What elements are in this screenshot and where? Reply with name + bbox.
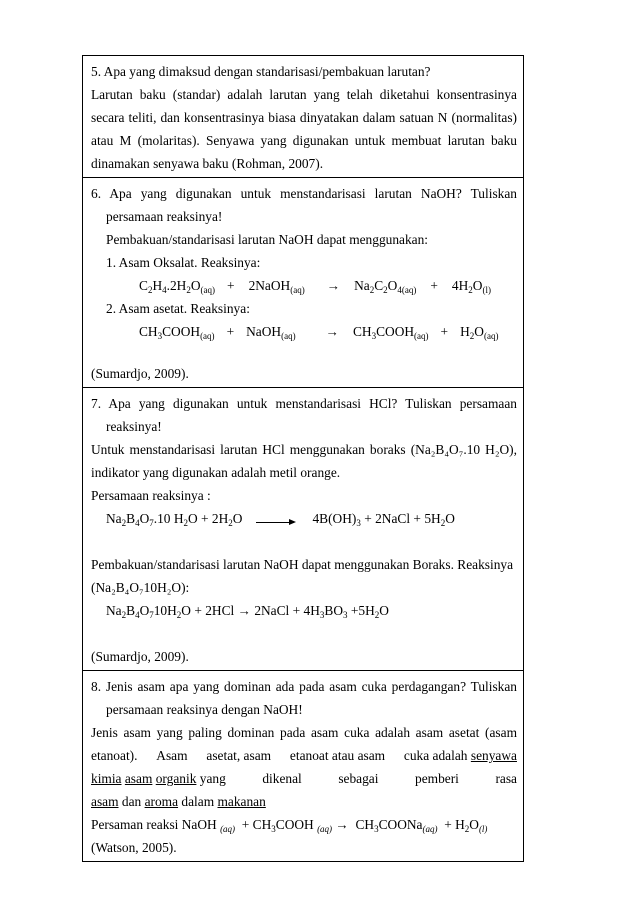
q8-word: etanoat atau asam [289, 748, 386, 763]
q8-word: pemberi [415, 771, 459, 786]
link-asam-2[interactable]: asam [91, 794, 119, 809]
q8-word: dalam [181, 794, 215, 809]
q8-answer-line-3 [91, 767, 517, 790]
q8-citation: (Watson, 2005). [91, 840, 177, 855]
link-senyawa[interactable]: senyawa [470, 748, 517, 763]
q7-paragraph-2: Pembakuan/standarisasi larutan NaOH dapat menggunakan Boraks. Reaksinya [91, 557, 514, 572]
q5-question: 5. Apa yang dimaksud dengan standarisasi/pembakuan larutan? [91, 64, 431, 79]
q8-cell [82, 671, 524, 862]
q8-word: asetat, asam [206, 748, 272, 763]
link-asam[interactable]: asam [124, 771, 153, 786]
q7-answer: Untuk menstandarisasi larutan HCl menggunakan boraks (Na₂B₄O₇.10 H₂O), indikator yang digunakan adalah metil orange. [91, 442, 517, 480]
q6-citation: (Sumardjo, 2009). [91, 366, 189, 381]
qa-table [82, 55, 524, 862]
link-organik[interactable]: organik [155, 771, 197, 786]
q7-equation-1: $Na_2B_4O_7.10$ $H_2O + 2H_2O$ $4B(OH)_3$ + 2NaCl + $5H_2O$ [106, 511, 455, 528]
q8-equation: Persaman reaksi NaOH $_{(aq)} + CH_3COOH$ $_{(aq)} \to CH_3COONa_{(aq)} + H_2O_{(l)}$ [91, 813, 517, 836]
q6-equation-1: $C_2H_4.2H_2O_{(aq)}$ + 2NaOH$_{(aq)}$ → $Na_2C_2O_{4(aq)}$ + $4H_2O_{(l)}$ [139, 278, 491, 295]
q8-question: 8. Jenis asam apa yang dominan ada pada asam cuka perdagangan? Tuliskan persamaan reaksinya dengan NaOH! [91, 679, 517, 717]
long-arrow-icon [256, 522, 294, 523]
q8-answer-line-2 [91, 744, 517, 767]
q6-item-2: 2. Asam asetat. Reaksinya: [106, 301, 250, 316]
q7-equation-label: Persamaan reaksinya : [91, 488, 211, 503]
q7-citation: (Sumardjo, 2009). [91, 649, 189, 664]
q8-word: cuka adalah [403, 748, 468, 763]
link-makanan[interactable]: makanan [217, 794, 266, 809]
link-aroma[interactable]: aroma [144, 794, 179, 809]
q6-item-1: 1. Asam Oksalat. Reaksinya: [106, 255, 261, 270]
q8-word: sebagai [338, 771, 379, 786]
q8-word: dan [121, 794, 142, 809]
q8-word: etanoat). [91, 748, 138, 763]
q8-word: dikenal [262, 771, 302, 786]
q8-word: yang [199, 771, 226, 786]
q7-equation-2: $Na_2B_4O_710H_2O + 2HCl$ → 2NaCl + $4H_3BO_3 +5H_2O$ [106, 603, 389, 620]
q6-question: 6. Apa yang digunakan untuk menstandarisasi larutan NaOH? Tuliskan persamaan reaksinya! [91, 186, 517, 224]
q8-answer-line-1: Jenis asam yang paling dominan pada asam cuka adalah asam asetat (asam [91, 725, 517, 740]
q8-answer-line-4 [91, 790, 517, 813]
q6-intro: Pembakuan/standarisasi larutan NaOH dapat menggunakan: [106, 232, 429, 247]
q6-cell [82, 178, 524, 388]
q8-reaction-label: Persaman reaksi [91, 817, 179, 832]
q7-formula: (Na₂B₄O₇10H₂O): [91, 580, 190, 595]
q8-word: rasa [495, 771, 517, 786]
q8-word: Asam [156, 748, 188, 763]
q6-equation-2: $CH_3COOH_{(aq)}$ + NaOH$_{(aq)}$ → $CH_3COOH_{(aq)}$ + $H_2O_{(aq)}$ [139, 324, 499, 341]
q7-cell [82, 388, 524, 671]
q7-question: 7. Apa yang digunakan untuk menstandarisasi HCl? Tuliskan persamaan reaksinya! [91, 396, 517, 434]
q5-cell [82, 55, 524, 178]
q5-answer: Larutan baku (standar) adalah larutan yang telah diketahui konsentrasinya secara teliti, dan konsentrasinya biasa dinyatakan dalam satuan N (normalitas) atau M (molaritas). Senyawa yang digunakan untuk membuat larutan baku dinamakan senyawa baku (Rohman, 2007). [91, 87, 517, 171]
link-kimia[interactable]: kimia [91, 771, 122, 786]
